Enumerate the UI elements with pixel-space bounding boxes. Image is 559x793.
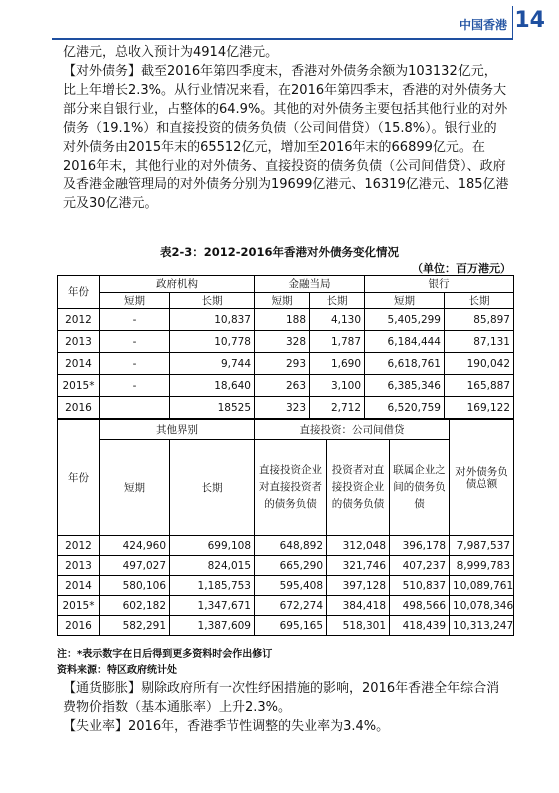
- cell: 510,837: [390, 576, 450, 596]
- table-subheader-row: [58, 440, 514, 536]
- paragraph-external-debt: 【对外债务】截至2016年第四季度末，香港对外债务余额为103132亿元，比上年增长2.3%。从行业情况来看，在2016年第四季末，香港的对外债务大部分来自银行业，占整体的64.9%。其他的对外债务主要包括其他行业的对外债务（19.1%）和直接投资的债务负债（公司间借贷）（15.8%）。银行业的对外债务由2015年末的65512亿元，增加至2016年末的66899亿元。在2016年末，其他行业的对外债务、直接投资的债务负债（公司间借贷）、政府及香港金融管理局的对外债务分别为19699亿港元、16319亿港元、185亿港元及30亿港元。: [63, 64, 509, 212]
- table-note: 注：*表示数字在日后得到更多资料时会作出修订: [57, 649, 273, 660]
- cell: 418,439: [390, 616, 450, 636]
- cell-year: 2013: [58, 556, 100, 576]
- sub-long: 长期: [170, 293, 255, 309]
- sub-long: 长期: [170, 440, 255, 536]
- cell: -: [100, 331, 170, 353]
- cell: 10,778: [170, 331, 255, 353]
- year-header: 年份: [58, 276, 100, 309]
- paragraph-unemployment: 【失业率】2016年，香港季节性调整的失业率为3.4%。: [63, 719, 390, 734]
- cell-year: 2012: [58, 536, 100, 556]
- header-label: 中国香港: [458, 18, 507, 32]
- cell: 824,015: [170, 556, 255, 576]
- table-row: [58, 556, 514, 576]
- table-row: [58, 616, 514, 636]
- cell: 518,301: [327, 616, 390, 636]
- sub-short: 短期: [100, 440, 170, 536]
- cell-year: 2015*: [58, 375, 100, 397]
- cell: 1,185,753: [170, 576, 255, 596]
- cell: 323: [255, 397, 310, 419]
- cell-year: 2013: [58, 331, 100, 353]
- table-row: [58, 397, 514, 419]
- table-row: [58, 353, 514, 375]
- table-header-row: [58, 420, 514, 440]
- cell: 8,999,783: [450, 556, 514, 576]
- group-banks: 银行: [365, 276, 514, 293]
- sub-short: 短期: [365, 293, 445, 309]
- cell-year: 2016: [58, 397, 100, 419]
- header-rule: [52, 38, 513, 40]
- table-row: [58, 309, 514, 331]
- cell: 2,712: [310, 397, 365, 419]
- group-government: 政府机构: [100, 276, 255, 293]
- cell: 1,787: [310, 331, 365, 353]
- table-row: [58, 596, 514, 616]
- cell: -: [100, 375, 170, 397]
- cell: 396,178: [390, 536, 450, 556]
- external-debt-table-part1: [57, 275, 514, 419]
- cell: 602,182: [100, 596, 170, 616]
- cell: 9,744: [170, 353, 255, 375]
- cell: 699,108: [170, 536, 255, 556]
- table-subheader-row: [58, 293, 514, 309]
- cell: 10,078,346: [450, 596, 514, 616]
- cell: 4,130: [310, 309, 365, 331]
- cell: 665,290: [255, 556, 327, 576]
- cell: 595,408: [255, 576, 327, 596]
- cell: 10,313,247: [450, 616, 514, 636]
- cell-year: 2014: [58, 576, 100, 596]
- cell-year: 2015*: [58, 596, 100, 616]
- cell: 1,387,609: [170, 616, 255, 636]
- investor-col: 投资者对直接投资企业的债务负债: [327, 440, 390, 536]
- external-debt-table-part2: [57, 419, 514, 636]
- table-row: [58, 536, 514, 556]
- sub-long: 长期: [310, 293, 365, 309]
- cell: 321,746: [327, 556, 390, 576]
- table-source: 资料来源：特区政府统计处: [57, 665, 177, 676]
- cell: 7,987,537: [450, 536, 514, 556]
- cell: 293: [255, 353, 310, 375]
- cell: 5,405,299: [365, 309, 445, 331]
- cell: 1,347,671: [170, 596, 255, 616]
- cell: 580,106: [100, 576, 170, 596]
- cell: 695,165: [255, 616, 327, 636]
- cell: 188: [255, 309, 310, 331]
- cell-year: 2016: [58, 616, 100, 636]
- direct-enterprise-col: 直接投资企业对直接投资者的债务负债: [255, 440, 327, 536]
- cell: 672,274: [255, 596, 327, 616]
- cell: -: [100, 309, 170, 331]
- cell: 6,184,444: [365, 331, 445, 353]
- cell: 648,892: [255, 536, 327, 556]
- cell: 312,048: [327, 536, 390, 556]
- cell: 169,122: [445, 397, 514, 419]
- table-row: [58, 576, 514, 596]
- sub-long: 长期: [445, 293, 514, 309]
- cell: 6,385,346: [365, 375, 445, 397]
- table-row: [58, 331, 514, 353]
- table-row: [58, 375, 514, 397]
- cell: 497,027: [100, 556, 170, 576]
- paragraph-inflation: 【通货膨胀】剔除政府所有一次性纾困措施的影响，2016年香港全年综合消费物价指数（基本通胀率）上升2.3%。: [63, 681, 500, 715]
- group-direct-investment: 直接投资：公司间借贷: [255, 420, 450, 440]
- total-external-debt-header: 对外债务负债总额: [450, 420, 514, 536]
- cell: 10,837: [170, 309, 255, 331]
- cell-year: 2014: [58, 353, 100, 375]
- cell: 87,131: [445, 331, 514, 353]
- cell: 3,100: [310, 375, 365, 397]
- sub-short: 短期: [255, 293, 310, 309]
- cell: 18,640: [170, 375, 255, 397]
- cell: 6,618,761: [365, 353, 445, 375]
- cell: 263: [255, 375, 310, 397]
- page-number: 14: [514, 8, 545, 33]
- cell: 407,237: [390, 556, 450, 576]
- cell: 6,520,759: [365, 397, 445, 419]
- cell: 582,291: [100, 616, 170, 636]
- cell: 18525: [170, 397, 255, 419]
- year-header: 年份: [58, 420, 100, 536]
- cell: 498,566: [390, 596, 450, 616]
- cell: 424,960: [100, 536, 170, 556]
- group-monetary-authority: 金融当局: [255, 276, 365, 293]
- cell: 397,128: [327, 576, 390, 596]
- table-header-row: [58, 276, 514, 293]
- cell: 328: [255, 331, 310, 353]
- cell: 10,089,761: [450, 576, 514, 596]
- table-unit: （单位：百万港元）: [412, 262, 511, 275]
- cell: [100, 397, 170, 419]
- cell: 1,690: [310, 353, 365, 375]
- header-vertical-divider: [512, 6, 513, 40]
- cell-year: 2012: [58, 309, 100, 331]
- sub-short: 短期: [100, 293, 170, 309]
- cell: 190,042: [445, 353, 514, 375]
- table-title: 表2-3：2012-2016年香港对外债务变化情况: [159, 245, 400, 259]
- cell: 384,418: [327, 596, 390, 616]
- group-other-sectors: 其他界别: [100, 420, 255, 440]
- cell: -: [100, 353, 170, 375]
- paragraph-revenue: 亿港元，总收入预计为4914亿港元。: [63, 45, 279, 60]
- affiliates-col: 联属企业之间的债务负债: [390, 440, 450, 536]
- cell: 165,887: [445, 375, 514, 397]
- cell: 85,897: [445, 309, 514, 331]
